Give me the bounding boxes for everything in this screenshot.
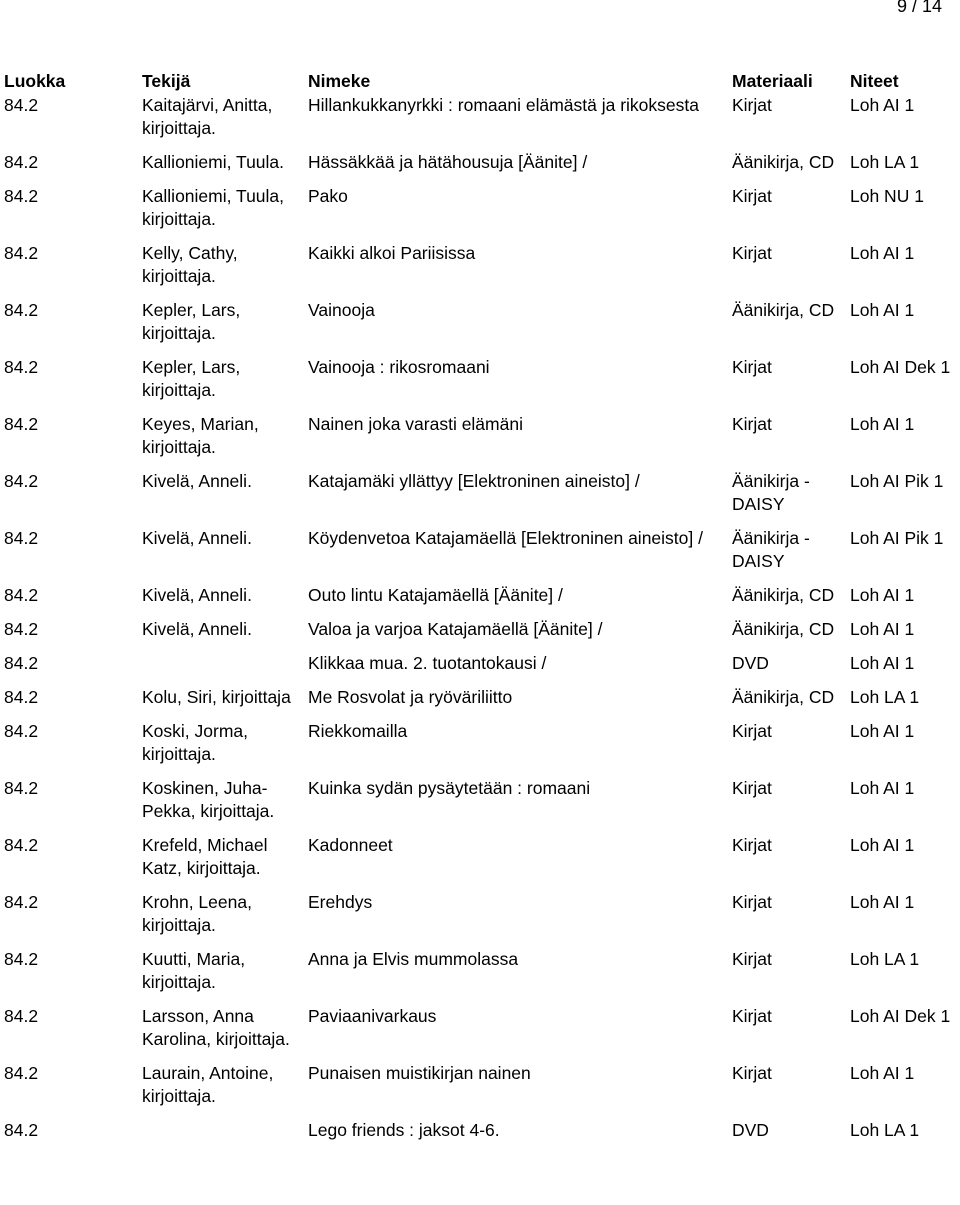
cell-materiaali: Äänikirja, CD <box>732 619 835 639</box>
cell-nimike: Vainooja <box>308 300 375 320</box>
cell-nimike: Hillankukkanyrkki : romaani elämästä ja rikoksesta <box>308 95 699 115</box>
table-row <box>4 720 960 777</box>
cell-nimike: Köydenvetoa Katajamäellä [Elektroninen aineisto] / <box>308 528 703 548</box>
cell-nimike: Vainooja : rikosromaani <box>308 357 490 377</box>
table-row <box>4 527 960 584</box>
cell-niteet: Loh AI 1 <box>850 653 915 673</box>
column-header-tekija: Tekijä <box>142 71 191 91</box>
cell-nimike: Paviaanivarkaus <box>308 1006 437 1026</box>
cell-luokka: 84.2 <box>4 653 39 673</box>
cell-luokka: 84.2 <box>4 152 39 172</box>
cell-nimike: Klikkaa mua. 2. tuotantokausi / <box>308 653 547 673</box>
cell-niteet: Loh LA 1 <box>850 949 920 969</box>
cell-tekija: Kivelä, Anneli. <box>142 585 252 605</box>
cell-tekija: Kallioniemi, Tuula, kirjoittaja. <box>142 186 285 229</box>
cell-nimike: Anna ja Elvis mummolassa <box>308 949 519 969</box>
cell-nimike: Kuinka sydän pysäytetään : romaani <box>308 778 591 798</box>
cell-luokka: 84.2 <box>4 1120 39 1140</box>
cell-tekija <box>142 652 308 686</box>
table-row <box>4 151 960 185</box>
cell-luokka: 84.2 <box>4 471 39 491</box>
table-row <box>4 94 960 151</box>
cell-luokka: 84.2 <box>4 892 39 912</box>
cell-tekija: Kelly, Cathy, kirjoittaja. <box>142 243 238 286</box>
cell-luokka: 84.2 <box>4 585 39 605</box>
table-row <box>4 891 960 948</box>
cell-nimike: Lego friends : jaksot 4-6. <box>308 1120 500 1140</box>
cell-niteet: Loh AI 1 <box>850 892 915 912</box>
table-row <box>4 470 960 527</box>
cell-materiaali: Äänikirja - DAISY <box>732 528 810 571</box>
cell-tekija: Kepler, Lars, kirjoittaja. <box>142 357 241 400</box>
cell-tekija: Koskinen, Juha-Pekka, kirjoittaja. <box>142 778 275 821</box>
cell-nimike: Punaisen muistikirjan nainen <box>308 1063 531 1083</box>
table-row <box>4 413 960 470</box>
cell-materiaali: Kirjat <box>732 1006 772 1026</box>
cell-luokka: 84.2 <box>4 243 39 263</box>
cell-materiaali: Kirjat <box>732 186 772 206</box>
table-row <box>4 618 960 652</box>
cell-nimike: Pako <box>308 186 348 206</box>
cell-luokka: 84.2 <box>4 95 39 115</box>
cell-materiaali: Kirjat <box>732 892 772 912</box>
cell-tekija: Kivelä, Anneli. <box>142 471 252 491</box>
cell-tekija: Larsson, Anna Karolina, kirjoittaja. <box>142 1006 290 1049</box>
cell-tekija: Koski, Jorma, kirjoittaja. <box>142 721 248 764</box>
cell-niteet: Loh AI 1 <box>850 778 915 798</box>
cell-luokka: 84.2 <box>4 687 39 707</box>
cell-niteet: Loh AI 1 <box>850 619 915 639</box>
cell-tekija: Kaitajärvi, Anitta, kirjoittaja. <box>142 95 273 138</box>
cell-nimike: Katajamäki yllättyy [Elektroninen aineisto] / <box>308 471 640 491</box>
table-row <box>4 584 960 618</box>
cell-materiaali: Kirjat <box>732 778 772 798</box>
table-header-row <box>4 70 960 94</box>
cell-materiaali: Kirjat <box>732 835 772 855</box>
cell-tekija: Kepler, Lars, kirjoittaja. <box>142 300 241 343</box>
cell-tekija: Krohn, Leena, kirjoittaja. <box>142 892 252 935</box>
cell-nimike: Hässäkkää ja hätähousuja [Äänite] / <box>308 152 588 172</box>
table-row <box>4 1119 960 1153</box>
cell-nimike: Outo lintu Katajamäellä [Äänite] / <box>308 585 563 605</box>
cell-nimike: Valoa ja varjoa Katajamäellä [Äänite] / <box>308 619 603 639</box>
cell-niteet: Loh AI 1 <box>850 300 915 320</box>
cell-luokka: 84.2 <box>4 357 39 377</box>
cell-niteet: Loh AI 1 <box>850 414 915 434</box>
column-header-niteet: Niteet <box>850 71 899 91</box>
cell-materiaali: Kirjat <box>732 414 772 434</box>
column-header-nimike: Nimeke <box>308 71 371 91</box>
cell-nimike: Me Rosvolat ja ryöväriliitto <box>308 687 513 707</box>
cell-materiaali: Äänikirja, CD <box>732 687 835 707</box>
cell-tekija: Kolu, Siri, kirjoittaja <box>142 687 291 707</box>
cell-nimike: Erehdys <box>308 892 373 912</box>
cell-materiaali: Kirjat <box>732 721 772 741</box>
table-row <box>4 777 960 834</box>
cell-niteet: Loh AI Dek 1 <box>850 357 951 377</box>
cell-nimike: Kadonneet <box>308 835 393 855</box>
table-row <box>4 834 960 891</box>
cell-tekija: Kuutti, Maria, kirjoittaja. <box>142 949 246 992</box>
cell-niteet: Loh AI 1 <box>850 95 915 115</box>
catalog-body <box>4 94 960 1153</box>
cell-tekija: Keyes, Marian, kirjoittaja. <box>142 414 259 457</box>
cell-tekija: Krefeld, Michael Katz, kirjoittaja. <box>142 835 268 878</box>
cell-niteet: Loh AI Pik 1 <box>850 528 944 548</box>
cell-luokka: 84.2 <box>4 300 39 320</box>
cell-luokka: 84.2 <box>4 414 39 434</box>
table-row <box>4 242 960 299</box>
table-row <box>4 1062 960 1119</box>
cell-niteet: Loh AI Pik 1 <box>850 471 944 491</box>
cell-materiaali: Kirjat <box>732 95 772 115</box>
cell-materiaali: Äänikirja - DAISY <box>732 471 810 514</box>
cell-tekija: Kallioniemi, Tuula. <box>142 152 285 172</box>
cell-tekija: Laurain, Antoine, kirjoittaja. <box>142 1063 274 1106</box>
cell-materiaali: DVD <box>732 1120 769 1140</box>
column-header-materiaali: Materiaali <box>732 71 813 91</box>
cell-materiaali: DVD <box>732 653 769 673</box>
table-row <box>4 185 960 242</box>
cell-luokka: 84.2 <box>4 778 39 798</box>
cell-niteet: Loh LA 1 <box>850 687 920 707</box>
cell-nimike: Kaikki alkoi Pariisissa <box>308 243 476 263</box>
cell-luokka: 84.2 <box>4 721 39 741</box>
cell-niteet: Loh LA 1 <box>850 152 920 172</box>
cell-tekija: Kivelä, Anneli. <box>142 528 252 548</box>
page-number: 9 / 14 <box>896 0 942 16</box>
cell-materiaali: Kirjat <box>732 949 772 969</box>
cell-luokka: 84.2 <box>4 186 39 206</box>
cell-materiaali: Kirjat <box>732 243 772 263</box>
column-header-luokka: Luokka <box>4 71 66 91</box>
cell-luokka: 84.2 <box>4 619 39 639</box>
cell-niteet: Loh NU 1 <box>850 186 924 206</box>
cell-niteet: Loh AI 1 <box>850 1063 915 1083</box>
table-row <box>4 299 960 356</box>
cell-nimike: Riekkomailla <box>308 721 408 741</box>
table-row <box>4 1005 960 1062</box>
cell-nimike: Nainen joka varasti elämäni <box>308 414 523 434</box>
cell-niteet: Loh LA 1 <box>850 1120 920 1140</box>
catalog-table <box>4 70 960 1153</box>
cell-luokka: 84.2 <box>4 1006 39 1026</box>
cell-luokka: 84.2 <box>4 835 39 855</box>
table-row <box>4 356 960 413</box>
cell-niteet: Loh AI 1 <box>850 721 915 741</box>
cell-tekija: Kivelä, Anneli. <box>142 619 252 639</box>
cell-materiaali: Kirjat <box>732 357 772 377</box>
cell-materiaali: Kirjat <box>732 1063 772 1083</box>
cell-niteet: Loh AI 1 <box>850 243 915 263</box>
cell-tekija <box>142 1119 308 1153</box>
cell-luokka: 84.2 <box>4 949 39 969</box>
cell-luokka: 84.2 <box>4 528 39 548</box>
cell-materiaali: Äänikirja, CD <box>732 300 835 320</box>
cell-materiaali: Äänikirja, CD <box>732 152 835 172</box>
cell-niteet: Loh AI Dek 1 <box>850 1006 951 1026</box>
cell-niteet: Loh AI 1 <box>850 835 915 855</box>
table-row <box>4 948 960 1005</box>
cell-luokka: 84.2 <box>4 1063 39 1083</box>
cell-niteet: Loh AI 1 <box>850 585 915 605</box>
table-row <box>4 652 960 686</box>
cell-materiaali: Äänikirja, CD <box>732 585 835 605</box>
table-row <box>4 686 960 720</box>
